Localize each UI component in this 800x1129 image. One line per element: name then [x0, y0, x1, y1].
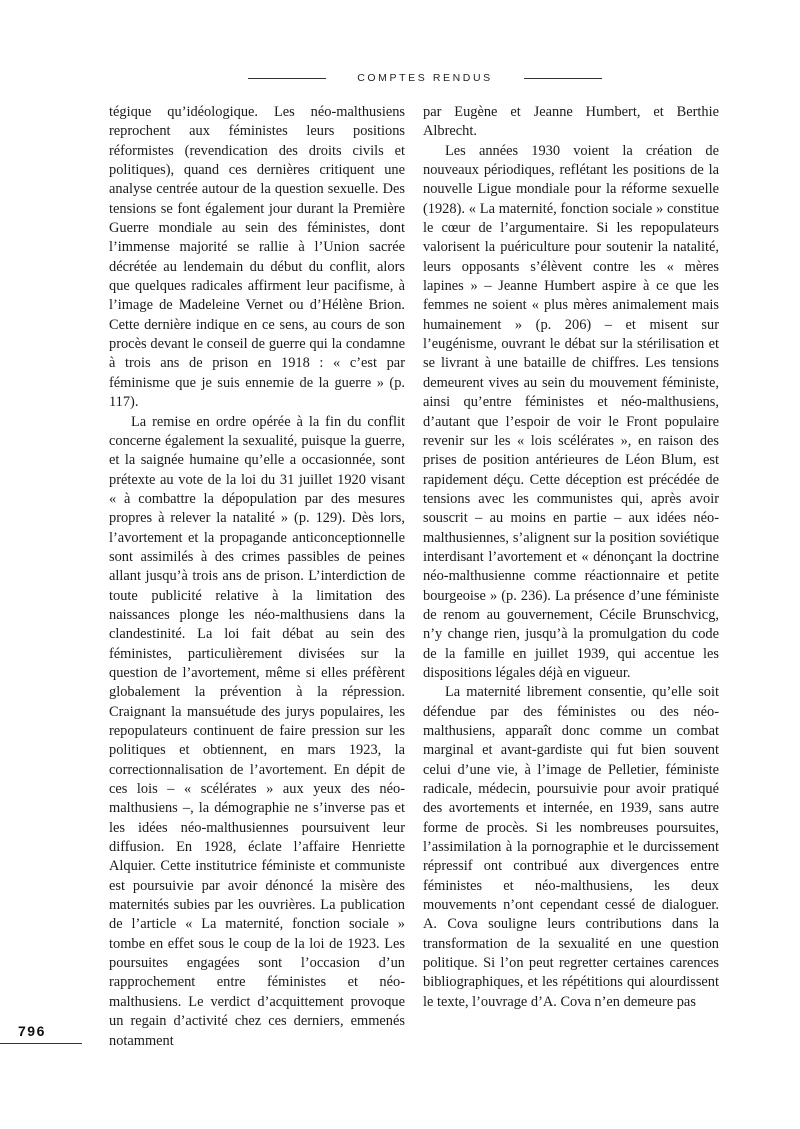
- right-column: [423, 103, 719, 1012]
- running-header: [248, 68, 602, 88]
- section-title: COMPTES RENDUS: [357, 72, 493, 84]
- left-column: [109, 103, 405, 1051]
- header-rule-left: [248, 78, 326, 79]
- paragraph: tégique qu’idéologique. Les néo-malthusiens reprochent aux féministes leurs positions réformistes (revendication des droits civils et politiques), quand ces dernières critiquent une analyse centrée autour de la question sexuelle. Des tensions se font également jour durant la Première Guerre mondiale au sein des féministes, dont l’immense majorité se rallie à l’Union sacrée décrétée au lendemain du début du conflit, alors que quelques radicales affirment leur pacifisme, à l’image de Madeleine Vernet ou d’Hélène Brion. Cette dernière indique en ce sens, au cours de son procès devant le conseil de guerre qui la condamne à trois ans de prison en 1918 : « c’est par féminisme que je suis ennemie de la guerre » (p. 117).: [109, 104, 405, 411]
- header-rule-right: [524, 78, 602, 79]
- paragraph: par Eugène et Jeanne Humbert, et Berthie Albrecht.: [423, 104, 719, 140]
- page-number-rule: [0, 1043, 82, 1044]
- paragraph: La maternité librement consentie, qu’elle soit défendue par des féministes ou des néo-malthusiens, apparaît donc comme un combat marginal et avant-gardiste qui fut bien souvent celui d’une vie, à l’image de Pelletier, féministe radicale, médecin, poursuivie pour avoir pratiqué des avortements et internée, en 1939, sans autre forme de procès. Si les nombreuses poursuites, l’assimilation à la pornographie et le durcissement répressif ont contribué aux divergences entre féministes et néo-malthusiens, les deux mouvements n’ont cependant cessé de dialoguer. A. Cova souligne leurs contributions dans la transformation de la sexualité en une question politique. Si l’on peut regretter certaines carences bibliographiques, et les répétitions qui alourdissent le texte, l’ouvrage d’A. Cova n’en demeure pas: [423, 684, 719, 1010]
- paragraph: Les années 1930 voient la création de nouveaux périodiques, reflétant les positions de la nouvelle Ligue mondiale pour la réforme sexuelle (1928). « La maternité, fonction sociale » constitue le cœur de l’argumentaire. Si les repopulateurs valorisent la puériculture pour soutenir la natalité, leurs opposants s’élèvent contre les « mères lapines » – Jeanne Humbert aspire à ce que les femmes ne soient « plus mères animalement mais humainement » (p. 206) – et misent sur l’eugénisme, ouvrant le débat sur la stérilisation et se livrant à une bataille de chiffres. Les tensions demeurent vives au sein du mouvement féministe, ainsi qu’entre féministes et néo-malthusiens, d’autant que l’espoir de voir le Front populaire revenir sur les « lois scélérates », en raison des prises de position antérieures de Léon Blum, est rapidement déçu. Cette déception est précédée de tensions avec les communistes qui, après avoir souscrit – au moins en partie – aux idées néo-malthusiennes, s’alignent sur la position soviétique interdisant l’avortement et « dénonçant la doctrine néo-malthusienne comme réactionnaire et petite bourgeoise » (p. 236). La présence d’une féministe de renom au gouvernement, Cécile Brunschvicg, n’y change rien, jusqu’à la promulgation du code de la famille en juillet 1939, qui accentue les dispositions légales déjà en vigueur.: [423, 142, 719, 681]
- paragraph: La remise en ordre opérée à la fin du conflit concerne également la sexualité, puisque la guerre, et la saignée humaine qu’elle a occasionnée, sont prétexte au vote de la loi du 31 juillet 1920 visant « à combattre la dépopulation par des mesures propres à relever la natalité » (p. 129). Dès lors, l’avortement et la propagande anticonceptionnelle sont assimilés à des crimes passibles de peines allant jusqu’à trois ans de prison. L’interdiction de toute publicité relative à la limitation des naissances plonge les néo-malthusiens dans la clandestinité. La loi fait débat au sein des féministes, particulièrement divisées sur la question de l’avortement, même si elles préfèrent globalement la prévention à la répression. Craignant la mansuétude des jurys populaires, les repopulateurs continuent de faire pression sur les politiques et obtiennent, en mars 1923, la correctionnalisation de l’avortement. En dépit de ces lois – « scélérates » aux yeux des néo-malthusiens –, la démographie ne s’inverse pas et les idées néo-malthusiennes poursuivent leur diffusion. En 1928, éclate l’affaire Henriette Alquier. Cette institutrice féministe et communiste est poursuivie par avoir dénoncé la misère des maternités subies par les ouvrières. La publication de l’article « La maternité, fonction sociale » tombe en effet sous le coup de la loi de 1923. Les poursuites engagées sont l’occasion d’un rapprochement entre féministes et néo-malthusiens. Le verdict d’acquittement provoque un regain d’activité chez ces derniers, emmenés notamment: [109, 413, 405, 1049]
- page-number: 796: [18, 1023, 46, 1039]
